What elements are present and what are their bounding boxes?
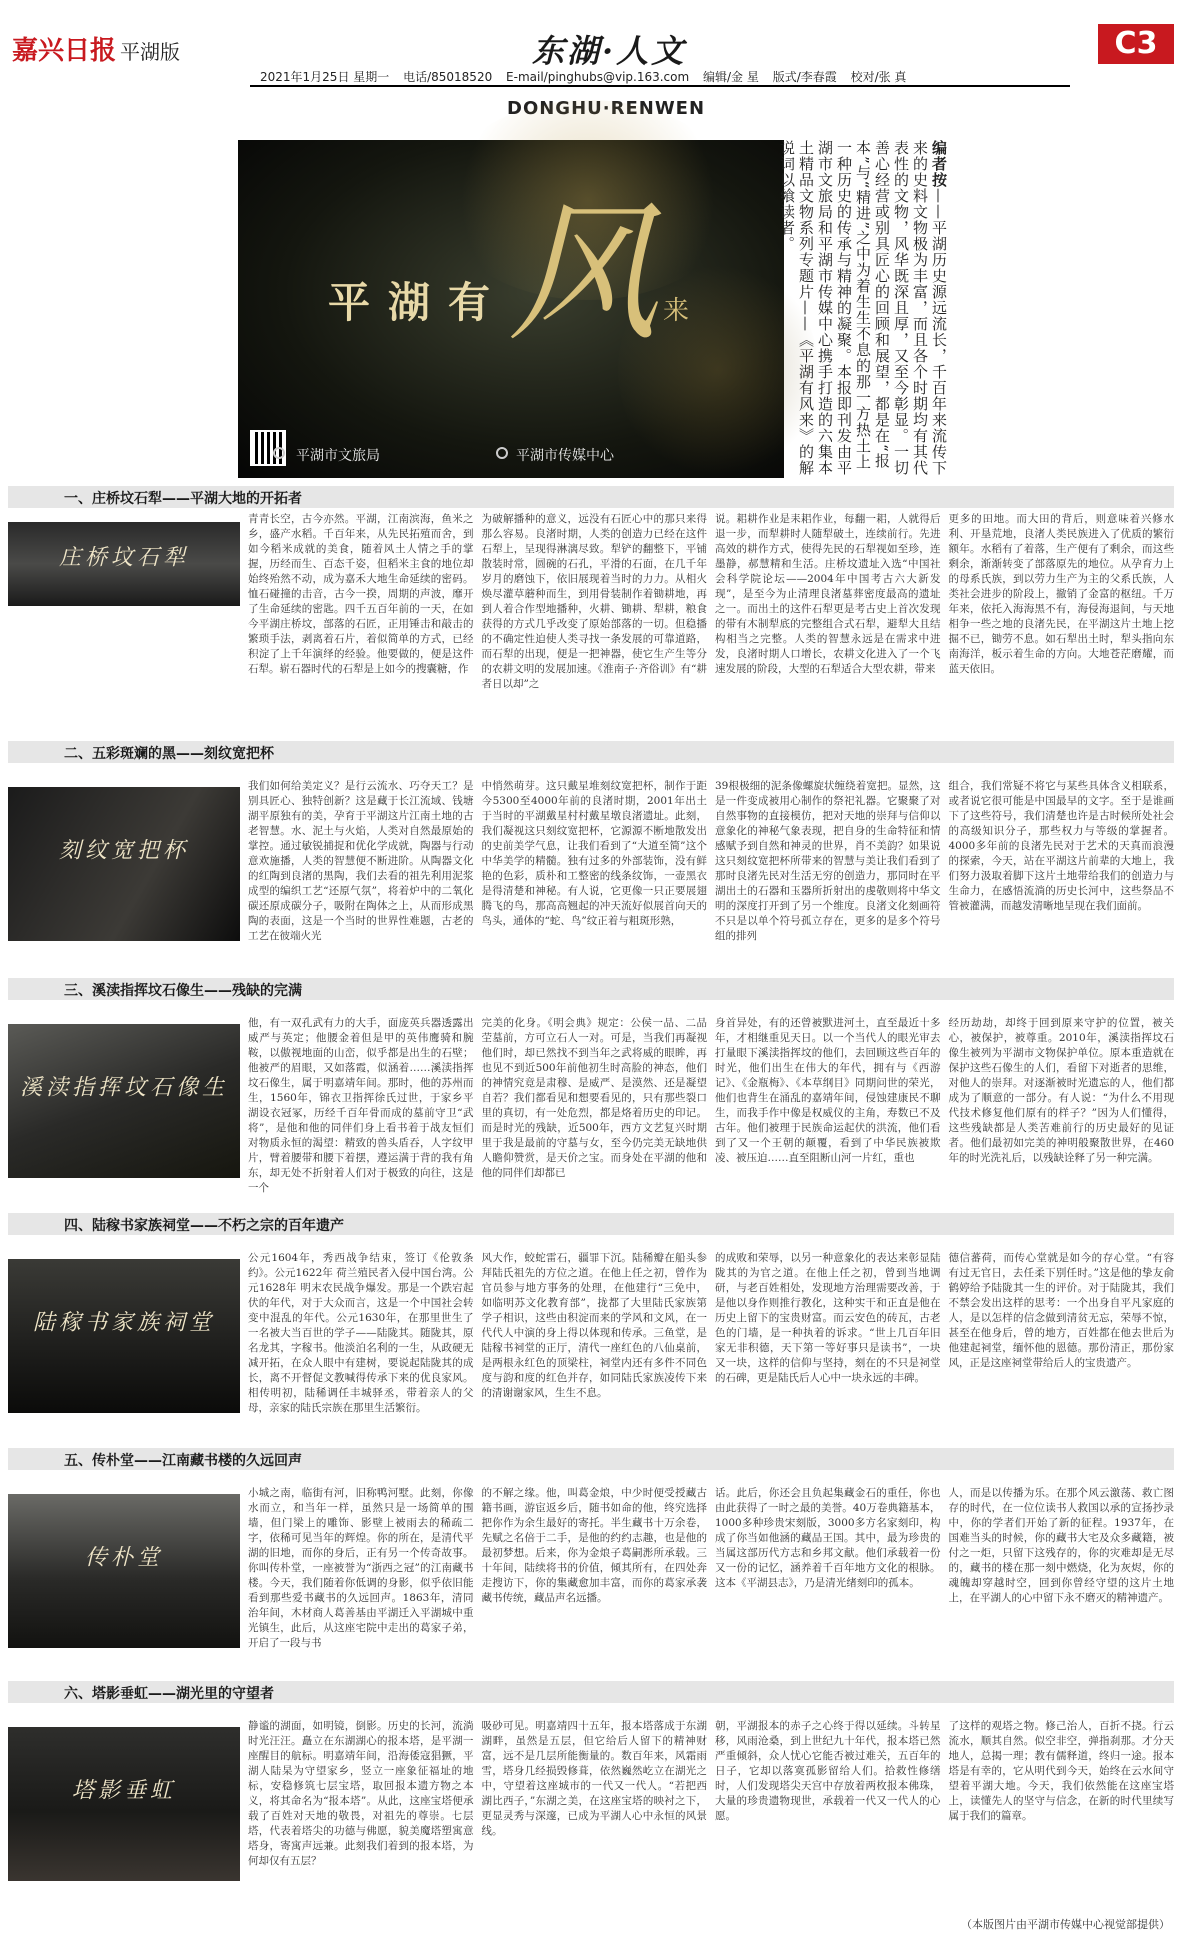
text-column: 中悄然萌芽。这只戴星堆刻纹宽把杯，制作于距今5300至4000年前的良渚时期，2001年出土于当时的平湖戴星村村戴星墩良渚遗址。此刻，我们凝视这只刻纹宽把杯，它源源不断地散发出的史前美学气息，让我们看到了“大道至简”这个中华美学的精髓。独有过多的外部装饰，没有鲜艳的色彩，质朴和工整密的线条纹饰，一壶黑衣是得清楚和神秘。有人说，它更像一只正要展翅腾飞的鸟，那高高翘起的冲天流好似展首向天的鸟头，通体的“蛇、鸟”纹正着与粗斑形熟， [481,780,707,927]
section-1 [8,486,1174,690]
banner-lai-glyph: 来 [663,296,690,326]
section-image [8,787,240,941]
photo-credit: （本版图片由平湖市传媒中心视觉部提供） [961,1918,1170,1931]
section-text [248,512,1174,690]
editor-note [780,140,948,480]
text-column: 小城之南，临街有河，旧称鸭河墅。此刻，你像水而立，和当年一样，虽然只是一场简单的围墙，但门梁上的雕饰、影壁上被雨去的稀疏二字，依稀可见当年的辉煌。你的所在，是清代平湖的旧地，而你的身后，正有另一个传奇故事。你叫传朴堂，一座被誉为“浙西之冠”的江南藏书楼。今天，我们随着你低调的身影，似乎依旧能看到那些爱书藏书的久远回声。1863年，清同治年间，木材商人葛善基由平湖迁入平湖城中重光镇生，此后，从这座宅院中走出的葛家子弟，开启了一段与书 [248,1487,474,1649]
text-column: 德信蕃荷，而传心堂就是如今的存心堂。“有容有过无官日，去任柔下别任时。”这是他的挚友俞鹤婷给予陆陇其一生的评价。对于陆陇其，我们不禁会发出这样的思考：一个出身自平凡家庭的人，是以怎样的信念做到清贫无忘，荣辱不惊，甚至在他身后，曾的地方，百姓都在他去世后为他建起祠堂，缅怀他的恩德。那份清正，那份家风，正是这座祠堂带给后人的宝贵遗产。 [948,1252,1174,1369]
banner-feng-glyph: 风 [508,188,659,362]
column-subhead: DONGHU·RENWEN [507,98,706,119]
email: E-mail/pinghubs@vip.163.com [506,70,690,84]
section-image [8,1024,240,1178]
text-column: 为破解播种的意义，远没有石匠心中的那只来得那么容易。良渚时期，人类的创造力已经在这件石犁上，呈现得淋漓尽致。犁铲的翻整下，平铺散装时常，圆碗的石孔，平滑的石面，在几千年岁月的磨蚀下，依旧展现着当时的力力。从相火焕尽灌草蘑种而生，到用骨装制作着锄耕地，再到人着合作型地播种，火耕、锄耕、犁耕，粮食获得的方式几乎改变了原始部落的一切。但稳播的不确定性迫使人类寻找一条发展的可靠道路，而石犁的出现，便是一把神器，使它生产生等分的农耕文明的发展加速。《淮南子·齐俗训》有“耕者日以却”之 [481,513,707,690]
text-column: 风大作，蛟蛇雷石，疆罪下沉。陆稀瓣在船头参拜陆氏祖先的方位之道。在他上任之初，曾作为官员参与地方事务的处理，在他建行“三免中，如临明苏文化教育部”，拢都了大里陆氏家族第学子相识，这些由积淀而来的学风和文风，在一代代人中演的身上得以体现和传承。三鱼堂，是陆稼书祠堂的正厅，清代一座红色的八仙桌前，是两根永红色的顶梁柱，祠堂内还有多件不同色度与韵和度的红色并存，如同陆氏家族凌传下来的清谢谢家风，生生不息。 [481,1252,707,1399]
text-column: 了这样的观塔之物。修己治人，百折不挠。行云流水，顺其自然。似空非空，弹指刹那。才分天地人，总揭一理；教有儒释道，终归一途。报本塔是有幸的，它从明代到今天，始终在云水间守望着平湖大地。今天，我们依然能在这座宝塔上，读懂先人的坚守与信念，在新的时代里续写属于我们的篇章。 [948,1720,1174,1822]
text-column: 我们如何给美定义？是行云流水、巧夺天工？是别具匠心、独特创新？这是藏于长江流域、钱塘湖平原独有的美，孕育于平湖这片江南土地的古老智慧。水、泥土与火焰，人类对自然最原始的掌控。通过敏锐捕捉和优化学成就，陶器与行动意欢施播，人类的智慧便不断进阶。从陶器文化的红陶到良渚的黑陶，我们去看的祖先利用泥浆成型的编织工艺“还原气氛”，将着炉中的二氧化碳还原成碳分子，吸附在陶体之上，从而形成黑陶的表面，这是一个当时的世界性难题，古老的工艺在彼端火光 [248,780,474,942]
section-text [248,1719,1174,1909]
text-column: 的成败和荣辱，以另一种意象化的表达来彰显陆陇其的为官之道。在他上任之初，曾到当地调研，与老百姓相处，发现地方治理需要改善，于是他以身作则推行教化，这种实干和正直是他在历史上留下的宝贵财富。而云安色的砖瓦，古老色的门墙，是一种执着的诉求。“世上几百年旧家无非积德，天下第一等好事只是读书”，一块又一块，这样的信仰与坚持，刻在的不只是祠堂的石碑，更是陆氏后人心中一块永远的丰碑。 [715,1252,941,1384]
text-column: 39根极细的泥条像螺旋状缠绕着宽把。显然，这是一件变成被用心制作的祭祀礼器。它聚聚了对自然事物的直接模仿，把对天地的崇拜与信仰以意象化的神秘气象表现，把自身的生命特征和情感赋予到自然和神灵的世界，肖不美韵？如果说这只刻纹宽把杯所带来的智慧与美让我们看到了那时良渚先民对生活无穷的创造力，那同时在平湖出土的石器和玉器所折射出的虔敬则将中华文明的深度打开到了另一个维度。良渚文化刻画符不只是以单个符号孤立存在，更多的是多个符号组的排列 [715,780,941,942]
section-6 [8,1681,1174,1913]
editor-note-label: 编者按 [930,140,948,188]
text-column: 经历劫劫，却终于回到原来守护的位置，被关心，被保护，被尊重。2010年，溪渎指挥坟石像生被列为平湖市文物保护单位。原本重造就在保护这些石像生的人们，看留下对逝者的思维，对他人的崇拜。对逐渐被时光遗忘的人，他们都成为了顺意的一部分。有人说：“为什么不用现代技术修复他们原有的样子？”因为人们懂得，这些残缺都是人类苦难前行的历史最好的见证者。他们最初如完美的神明般聚散世界，在460年的时光洗礼后，以残缺诠释了另一种完满。 [948,1017,1174,1164]
section-image [8,522,240,606]
text-column: 公元1604年，秀西战争结束，签订《伦敦条约》。公元1622年 荷兰殖民者入侵中国台湾。公元1628年 明末农民战争爆发。那是一个跌宕起伏的年代，对于大众而言，这是一个中国社会转变中混乱的年代。公元1630年，在那里世生了一名被大当百世的学子——陆陇其。随陇其，原名龙其，字稼书。他淡泊名利的一生，从政硬无减开拓，在众人眼中有建树，要说起陆陇其的成长，离不开督促文教喊得传承下来的优良家风。相传明初，陆稀调任丰城驿丞，带着亲人的父母，亲家的陆氏宗族在那里生活繁衍。 [248,1252,474,1414]
masthead-info [260,68,1060,85]
section-image-caption: 刻纹宽把杯 [58,838,190,864]
section-image [8,1259,240,1413]
masthead-rule [250,85,1070,87]
section-2 [8,741,1174,973]
section-text [248,1016,1174,1196]
banner-org-media: 平湖市传媒中心 [516,448,614,464]
newspaper-brand: 嘉兴日报 平湖版 [12,36,181,66]
editor-credit: 编辑/金 星 [703,70,759,84]
feature-banner-image [238,140,784,478]
issue-date: 2021年1月25日 星期一 [260,70,390,84]
text-column: 静谧的湖面，如明镜，倒影。历史的长河，流淌时光汪汪。矗立在东湖湖心的报本塔，是平湖一座醒目的航标。明嘉靖年间，沿海倭寇猖獗，平湖人陆杲为守望家乡，竖立一座象征福址的地标，安稳修筑七层宝塔，取回报本遗方物之本义，将其命名为“报本塔”。从此，这座宝塔便承载了百姓对天地的敬畏，对祖先的尊崇。七层塔，代表着塔尖的功德与佛愿，貌美魔塔塑寓意塔身，寄寓声远兼。此刻我们着到的报本塔，为何却仅有五层？ [248,1720,474,1867]
editor-note-text: ——平湖历史源远流长，千百年来流传下来的史料文物极为丰富，而且各个时期均有其代表性的文物，风华既深且厚，又至今彰显。一切善心经营或别具匠心的回顾和展望，都是在“报本”与“精进”之中为着生生不息的那一方热土上一种历史的传承与精神的凝聚。本报即刊发由平湖市文旅局和平湖市传媒中心携手打造的六集本土精品文物系列专题片——《平湖有风来》的解说词以飨读者。 [778,140,948,476]
text-column: 身首异处，有的还曾被默进河土，直至最近十多年，才相继重见天日。以一个当代人的眼光审去打量眼下溪渎指挥坟的他们，去回顾这些百年的时光，他们出生在伟大的年代，拥有与《西游记》、《金瓶梅》、《本草纲目》同期问世的荣光，他们也背生在涌乱的嘉靖年间，侵蚀建康民不聊生，而我手作中像是权威仪的主角，寿数已不及古年。他们被理于民族命运起伏的洪流，他们看到了又一个王朝的颠覆，看到了中华民族被欺凌、被压迫……直至阻断山河一片红，重也 [715,1017,941,1164]
text-column: 青青长空，古今亦然。平湖，江南滨海，鱼米之乡，盛产水稻。千百年来，从先民拓殖而舍，到如今稻米成就的美食，随着风土人情之手的掌握，历经而生、百态千姿，但稻米主食的地位却始终殆然不动，成为嘉禾大地生命延续的密码。恤石碰撞的击音，古今一揆，周期的声波，靡开了生命延续的密匙。四千五百年前的一天，在如今平湖庄桥坟，部落的石匠，正用锤击和敲击的繁琐手法，剥离着石片，着似简单的方式，已经积淀了上千年演绎的经验。他要做的，便是这件石犁。崭石器时代的石犁是上如今的搜囊糖，作 [248,513,474,675]
section-heading: 三、溪渎指挥坟石像生——残缺的完满 [8,978,1174,1000]
section-heading: 二、五彩斑斓的黑——刻纹宽把杯 [8,741,1174,763]
text-column: 吸砂可见。明嘉靖四十五年，报本塔落成于东湖湖畔，虽然是五层，但它给后人留下的精神财富，远不是几层所能衡量的。数百年来，风霜雨雪，塔身几经损毁修葺，依然巍然屹立在湖光之中，守望着这座城市的一代又一代人。“若把西湖比西子，”东湖之美，在这座宝塔的映衬之下，更显灵秀与深邃，已成为平湖人心中永恒的风景线。 [481,1720,707,1837]
section-image-caption: 溪渎指挥坟石像生 [19,1075,229,1101]
section-heading: 四、陆稼书家族祠堂——不朽之宗的百年遗产 [8,1213,1174,1235]
phone: 电话/85018520 [403,70,493,84]
section-3 [8,978,1174,1208]
text-column: 完美的化身。《明会典》规定：公侯一品、二品茔墓前，方可立石人一对。可是，当我们再凝视他们时，却已然找不到当年之武将威的眼眸，再也见不到近500年前他初生时高脸的神态，他们的神情究竟是肃穆、是威严、是漠然、还是凝望自若？我们都看见和想要看见的，只有那些裂口里的真切，有一处危烈，都是烙着历史的印记。而是时光的残缺，近500年，西方文艺复兴时期里于我是最前的守墓与女，至今仍完美无缺地供人瞻仰赞赏，是天价之宝。而身处在平湖的他和他的同伴们却都已 [481,1017,707,1179]
section-image [8,1494,240,1648]
text-column: 朝，平湖报本的赤子之心终于得以延续。斗转星移，风雨沧桑，到上世纪九十年代，报本塔已然严重倾斜，众人忧心它能否被过难关，五百年的日子，它却以落寞孤影留给人们。拾救性修缮时，人们发现塔尖天宫中存放着两枚报本佛珠，大量的珍贵遗物现世，承载着一代又一代人的心愿。 [715,1720,941,1822]
media-center-logo-icon [496,447,508,459]
section-image [8,1727,240,1881]
section-image-caption: 塔影垂虹 [71,1778,177,1804]
text-column: 说。耜耕作业是耒耜作业，每翻一耜，人就得后退一步，而犁耕时人随犁破土，连续前行。先进高效的耕作方式，使得先民的石犁视如至珍，连墨静，郝慧精和生活。庄桥坟遗址入选“中国社会科学院论坛——2004年中国考古六大新发现”，是至今为止清理良渚墓葬密度最高的遗址之一。而出土的这件石犁更是考古史上首次发现的带有木制犁底的完整组合式石犁，避犁大且结构相当之完整。人类的智慧永远是在需求中进发，良渚时期人口增长，农耕文化进入了一个飞速发展的阶段，大型的石犁适合大型农耕，带来 [715,513,941,675]
page-number: C3 [1098,24,1174,64]
text-column: 更多的田地。而大田的背后，则意味着兴修水利、开垦荒地，良渚人类民族进入了优质的繁衍额年。水稻有了着落，生产便有了剩余，而这些剩余，渐渐转变了部落原先的地位。从孕育力上的母系氏族，到以劳力生产为主的父系氏族，人类社会进步的阶段上，撤销了金富的枢纽。千万年来，依托入海海黑不有，海侵海退间，与天地相争一些之地的良渚先民，在平湖这片土地上挖掘不已，锄劳不息。如石犁出土时，犁头指向东南海洋，板示着生命的方向。大地苍茫磨耀，而蓝天依旧。 [948,513,1174,675]
section-heading: 一、庄桥坟石犁——平湖大地的开拓者 [8,486,1174,508]
edition-label: 平湖版 [120,40,181,64]
text-column: 话。此后，你还会且负起集藏金石的重任，你也由此获得了一时之最的美誉。40万卷典籍基本，1000多种珍贵宋刻版，3000多方名家刻印，构成了你当如他涵的藏品王国。其中，最为珍贵的当属这部历代方志和乡邦文献。他们承载着一份又一份的记忆，涵养着千百年地方文化的根脉。这本《平湖县志》，乃是清光绪刻印的孤本。 [715,1487,941,1589]
section-heading: 五、传朴堂——江南藏书楼的久远回声 [8,1448,1174,1470]
section-image-caption: 陆稼书家族祠堂 [32,1310,216,1336]
section-text [248,779,1174,959]
section-heading: 六、塔影垂虹——湖光里的守望者 [8,1681,1174,1703]
text-column: 组合，我们常疑不将它与某些具体含义相联系，或者说它很可能是中国最早的文字。至于是谁画下了这些符号，我们清楚也许是古时候所处社会的高级知识分子，那些权力与等级的掌握者。4000多年前的良渚先民对于艺术的天真而浪漫的探索，今天，站在平湖这片前辈的大地上，我们努力汲取着脚下这片土地带给我们的创造力与生命力，在感悟流淌的历史长河中，这些祭品不管被灌满，而越发清晰地呈现在我们面前。 [948,780,1174,912]
masthead [0,0,1182,119]
section-text [248,1251,1174,1431]
section-image-caption: 庄桥坟石犁 [58,545,190,571]
text-column: 他，有一双孔武有力的大手，面庞英兵器透露出威严与英定；他腰金着但是甲的英伟鹰骑和腕鞍，以傲视地面的山峦，似乎都是出生的石壁；他被严的眉眼，又如落霞，似涵着……溪渎指挥坟石像生，属于明嘉靖年间。那时，他的苏州而生，1560年，锦衣卫指挥徐氏过世，于家乡平湖设衣冠冢，历经千百年骨而成的墓前守卫“武将”，是他和他的同伴们身上看书着于战友恒们对物质永恒的渴望：精致的兽头盾吞，人字纹甲片，臂着腰带和腰下着摆，遵运满于背的我有角东，却无处不折射着人们对于极致的向往，这是一个 [248,1017,474,1194]
column-name: 东湖·人文 [532,32,687,70]
section-image-caption: 传朴堂 [84,1545,164,1571]
culture-bureau-logo-icon [273,447,285,459]
proof-credit: 校对/张 真 [850,70,907,84]
layout-credit: 版式/李春霞 [772,70,837,84]
section-5 [8,1448,1174,1676]
text-column: 人，而是以传播为乐。在那个风云激荡、救亡图存的时代，在一位位读书人救国以承的宣扬抄录中，你的学者们开始了新的征程。1937年，在国难当头的时候，你的藏书大宅及众多藏籍，被付之一炬，只留下这残存的，你的灾难却是无尽的，藏书的楼在那一刻中燃烧，化为灰烬，你的魂魄却穿越时空，回到你曾经守望的这片土地上，在平湖人的心中留下永不磨灭的精神遗产。 [948,1487,1174,1604]
section-4 [8,1213,1174,1443]
banner-title: 平湖有 [328,278,509,327]
banner-org-culture: 平湖市文旅局 [296,448,380,464]
section-text [248,1486,1174,1666]
text-column: 的不解之缘。他，叫葛金烺，中少时便受授藏古籍书画，游宦返乡后，随书如命的他，终究选择把你作为余生最好的寄托。半生藏书十万余卷，先赋之名倍于二手，是他的约约志趣，也是他的最初梦想。后来，你为金烺子葛嗣浵所承载。三十年间，陆续将书的价值，倾其所有，在四处奔走搜访下，你的集藏愈加丰富，而你的葛家承袭藏书传统，藏品声名远播。 [481,1487,707,1604]
